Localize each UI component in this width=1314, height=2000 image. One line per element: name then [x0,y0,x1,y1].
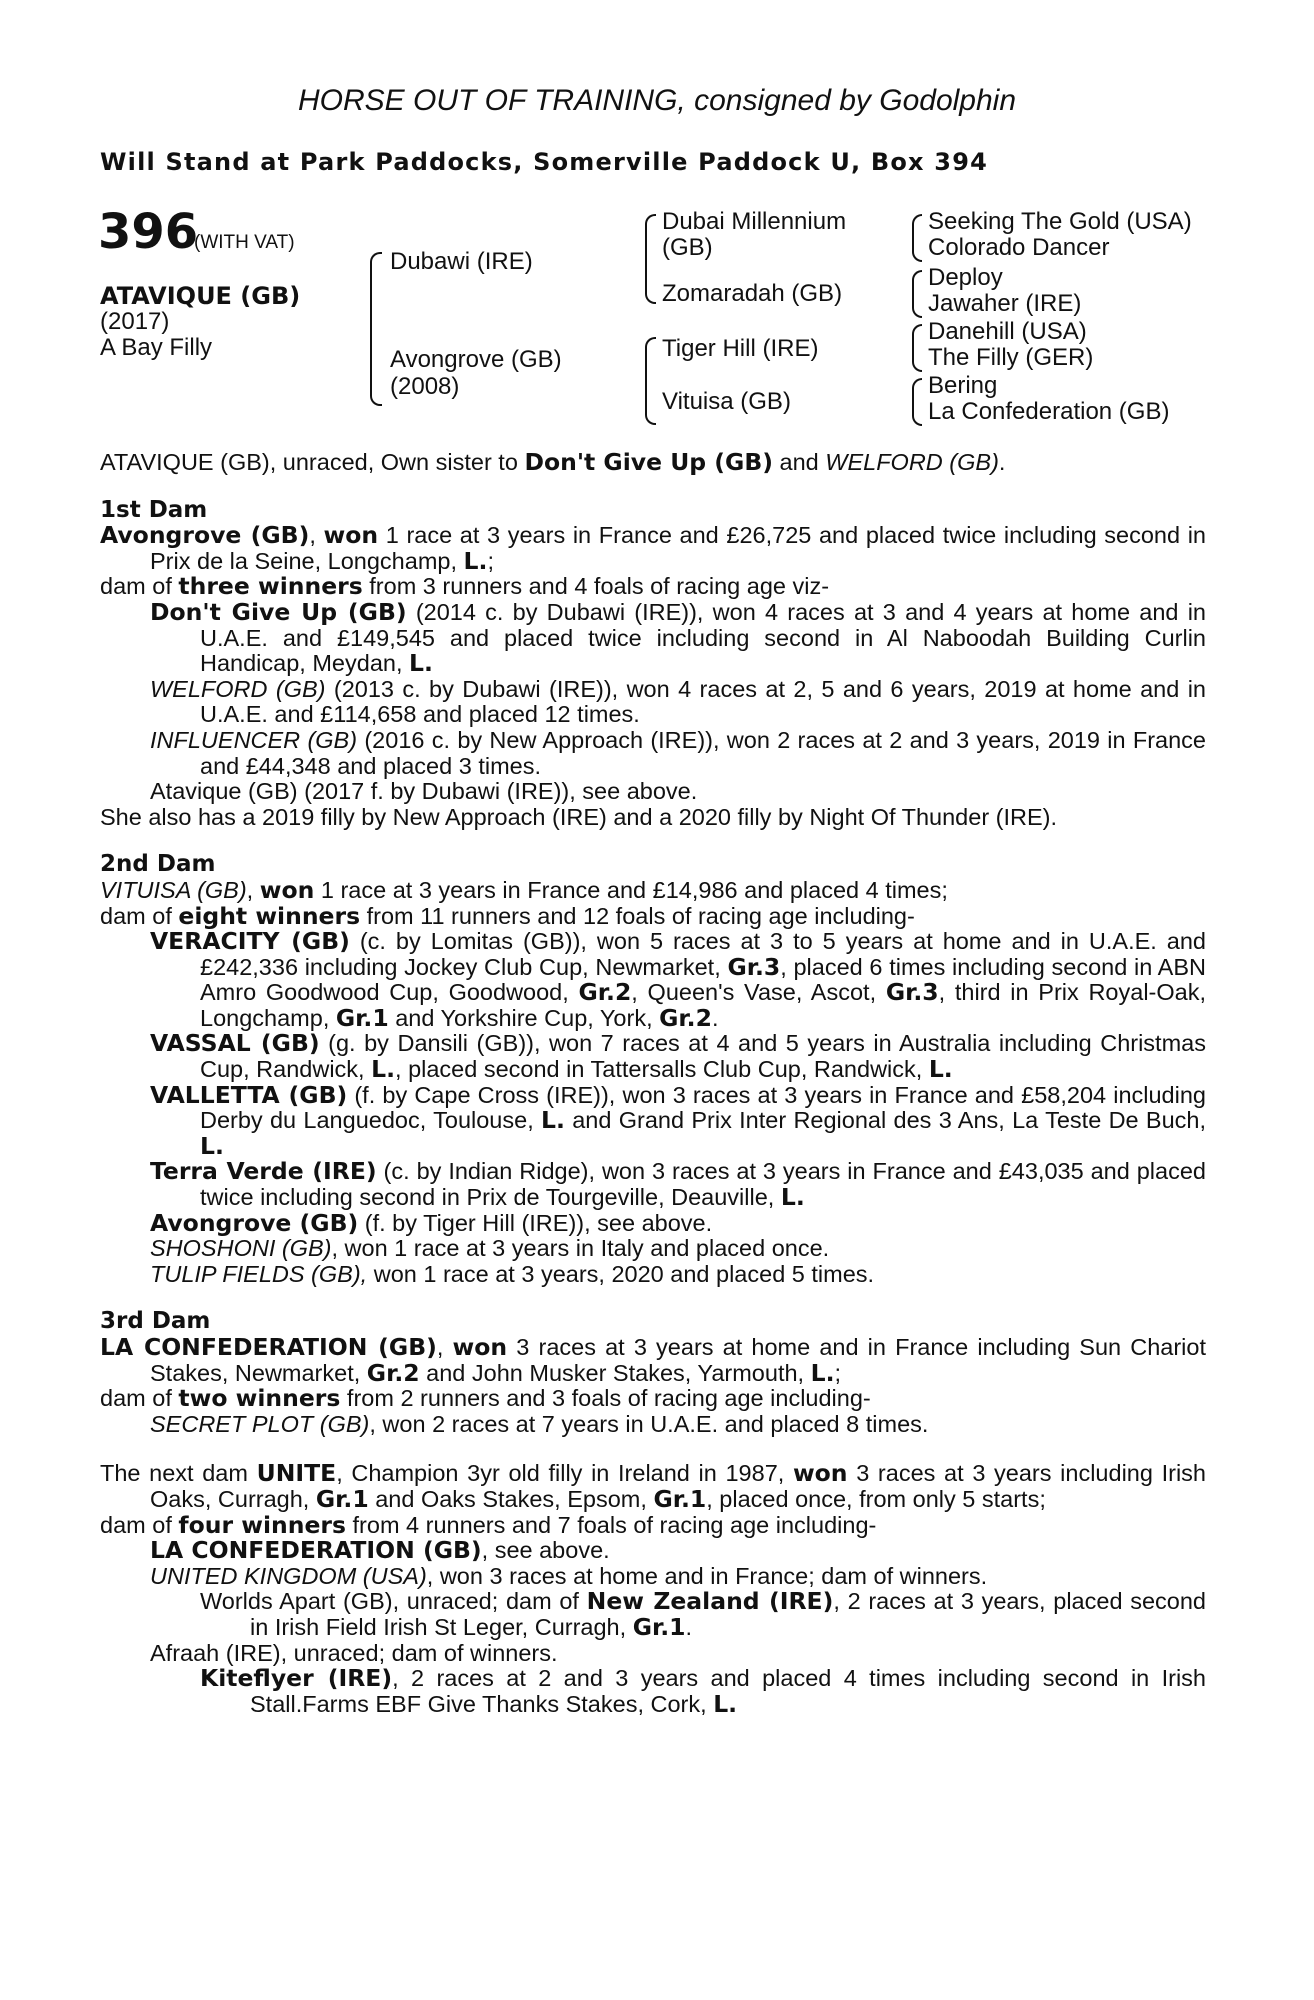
third-dam-entry: LA CONFEDERATION (GB), won 3 races at 3 years at home and in France including Sun Chariot Stakes, Newmarket, Gr.2 and John Musker Stakes, Yarmouth, L.; [100,1333,1206,1387]
ped-ssd: Colorado Dancer [928,234,1110,261]
ped-dam-dam: Vituisa (GB) [662,388,791,415]
ped-dsd: The Filly (GER) [928,344,1094,371]
ped-dam-sire: Tiger Hill (IRE) [662,335,819,362]
ped-sire-sire: Dubai Millennium [662,208,847,235]
produce-united-kingdom: UNITED KINGDOM (USA), won 3 races at home and in France; dam of winners. [150,1562,988,1589]
ped-sss: Seeking The Gold (USA) [928,208,1192,235]
horse-year: (2017) [100,308,170,335]
third-dam-heading: 3rd Dam [100,1308,211,1335]
produce-vassal: VASSAL (GB) (g. by Dansili (GB)), won 7 races at 4 and 5 years in Australia including Christmas Cup, Randwick, L., placed second in Tattersalls Club Cup, Randwick, L. [150,1029,1206,1084]
lot-vat: (WITH VAT) [194,232,295,253]
produce-worlds-apart: Worlds Apart (GB), unraced; dam of New Zealand (IRE), 2 races at 3 years, placed second in Irish Field Irish St Leger, Curragh, Gr.1. [200,1587,1206,1641]
ped-sdd: Jawaher (IRE) [928,290,1082,317]
lot-number: 396 [98,204,199,260]
ped-sire: Dubawi (IRE) [390,248,533,275]
second-dam-entry: VITUISA (GB), won 1 race at 3 years in France and £14,986 and placed 4 times; [100,875,948,904]
brace-dam-line [645,337,656,425]
produce-atavique: Atavique (GB) (2017 f. by Dubawi (IRE)), see above. [150,778,698,805]
produce-secret-plot: SECRET PLOT (GB), won 2 races at 7 years in U.A.E. and placed 8 times. [150,1410,929,1437]
produce-tulip-fields: TULIP FIELDS (GB), won 1 race at 3 years, 2020 and placed 5 times. [150,1260,875,1287]
next-dam-entry: The next dam UNITE, Champion 3yr old filly in Ireland in 1987, won 3 races at 3 years including Irish Oaks, Curragh, Gr.1 and Oaks Stakes, Epsom, Gr.1, placed once, from only 5 starts; [100,1459,1206,1513]
stand-location: Will Stand at Park Paddocks, Somerville Paddock U, Box 394 [100,148,988,176]
horse-description: A Bay Filly [100,334,213,361]
first-dam-heading: 1st Dam [100,496,208,523]
ped-sire-sire-suffix: (GB) [662,234,713,261]
produce-dont-give-up: Don't Give Up (GB) (2014 c. by Dubawi (IRE)), won 4 races at 3 and 4 years at home and in U.A.E. and £149,545 and placed twice including second in Al Naboodah Building Curlin Handicap, Meydan, L. [150,597,1206,678]
produce-shoshoni: SHOSHONI (GB), won 1 race at 3 years in Italy and placed once. [150,1235,830,1262]
horse-name: ATAVIQUE (GB) [100,282,301,310]
produce-influencer: INFLUENCER (GB) (2016 c. by New Approach (IRE)), won 2 races at 2 and 3 years, 2019 in France and £44,348 and placed 3 times. [150,726,1207,779]
ped-ddd: La Confederation (GB) [928,398,1170,425]
sale-heading: HORSE OUT OF TRAINING, consigned by Godolphin [297,84,1017,117]
produce-veracity: VERACITY (GB) (c. by Lomitas (GB)), won 5 races at 3 to 5 years at home and in U.A.E. and £242,336 including Jockey Club Cup, Newmarket, Gr.3, placed 6 times including second in ABN Amro Goodwood Cup, Goodwood, Gr.2, Queen's Vase, Ascot, Gr.3, third in Prix Royal-Oak, Longchamp, Gr.1 and Yorkshire Cup, York, Gr.2. [150,927,1206,1032]
brace-5 [912,270,922,318]
produce-terra-verde: Terra Verde (IRE) (c. by Indian Ridge), won 3 races at 3 years in France and £43,035 and placed twice including second in Prix de Tourgeville, Deauville, L. [150,1157,1206,1212]
third-dam-produce: dam of two winners from 2 runners and 3 foals of racing age including- [100,1384,871,1413]
brace-7 [912,378,922,426]
catalogue-body [100,450,1206,1717]
produce-afraah: Afraah (IRE), unraced; dam of winners. [150,1639,558,1666]
second-dam-produce: dam of eight winners from 11 runners and 12 foals of racing age including- [100,901,915,930]
second-dam-heading: 2nd Dam [100,851,216,878]
brace-sire-line [645,214,656,304]
produce-welford: WELFORD (GB) (2013 c. by Dubawi (IRE)), won 4 races at 2, 5 and 6 years, 2019 at home and in U.A.E. and £114,658 and placed 12 times. [150,675,1206,728]
ped-dss: Danehill (USA) [928,318,1087,345]
produce-avongrove: Avongrove (GB) (f. by Tiger Hill (IRE)), see above. [150,1208,713,1237]
ped-sire-dam: Zomaradah (GB) [662,280,843,307]
produce-valletta: VALLETTA (GB) (f. by Cape Cross (IRE)), won 3 races at 3 years in France and £58,204 including Derby du Languedoc, Toulouse, L. and Grand Prix Inter Regional des 3 Ans, La Teste De Buch, L. [150,1080,1206,1160]
first-dam-produce: dam of three winners from 3 runners and 4 foals of racing age viz- [100,572,830,601]
also-has: She also has a 2019 filly by New Approach (IRE) and a 2020 filly by Night Of Thunder (IRE). [100,803,1058,830]
ped-dam-year: (2008) [390,373,460,400]
produce-la-confederation: LA CONFEDERATION (GB), see above. [150,1536,610,1565]
ped-dds: Bering [928,372,998,399]
brace-6 [912,324,922,372]
intro-line: ATAVIQUE (GB), unraced, Own sister to Don't Give Up (GB) and WELFORD (GB). [100,448,1006,476]
brace-sire-dam [370,252,382,406]
ped-sds: Deploy [928,264,1003,291]
produce-kiteflyer: Kiteflyer (IRE), 2 races at 2 and 3 years and placed 4 times including second in Irish Stall.Farms EBF Give Thanks Stakes, Cork, L. [200,1664,1207,1718]
ped-dam: Avongrove (GB) [390,346,562,373]
first-dam-entry: Avongrove (GB), won 1 race at 3 years in France and £26,725 and placed twice including second in Prix de la Seine, Longchamp, L.; [100,521,1206,575]
brace-4 [912,214,922,262]
next-dam-produce: dam of four winners from 4 runners and 7 foals of racing age including- [100,1510,877,1539]
